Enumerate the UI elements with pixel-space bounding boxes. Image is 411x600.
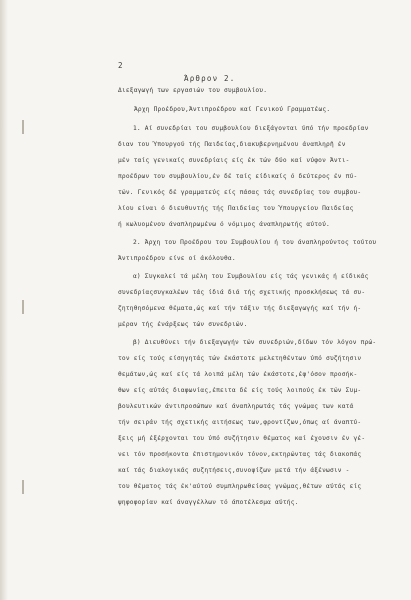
text-line: διαν του Ύπουργού τής Παιδείας,διακυβερνημένου άναπληρῆ έν [118, 141, 346, 148]
text-line: του θέματος τάς έκ'αύτού συμπληρωθείσας γνώμας,θέτων αύτάς είς [118, 483, 362, 490]
page-edge-shadow [0, 0, 8, 600]
text-line: Διεξαγωγή των εργασιών του συμβουλίου. [118, 87, 268, 94]
text-line: θεμάτων,ώς καί είς τά λοιπά μέλη τών έκάστοτε,έφ'όσον προσήκ- [118, 371, 358, 378]
text-line: προέδρων του συμβουλίου,έν δέ ταίς είδικαίς ό δεύτερος έν πύ- [118, 173, 358, 180]
text-line: ξεις μή έξέρχονται του ύπό συζήτησιν θέματος καί έχουσιν έν γέ- [118, 435, 366, 442]
binding-mark [22, 480, 24, 494]
text-line: ή κωλυομένου άναπληρωμένω ό νόμιμος άναπληρωτής αύτού. [118, 221, 330, 228]
binding-mark [22, 300, 24, 314]
text-line: καί τάς διαλογικάς συζητήσεις,συνοψίζων μετά τήν άξένωσιν - [118, 467, 350, 474]
binding-mark [22, 120, 24, 134]
text-line: λίου είναι ό διευθυντής τής Παιδείας του Ύπουργείου Παιδείας [118, 205, 354, 212]
text-line: β) Διευθύνει τήν διεξαγωγήν τών συνεδριών,δίδων τόν λόγον πρώ- [133, 339, 377, 346]
text-line: α) Συγκαλεί τά μέλη του Συμβουλίου είς τάς γενικάς ή είδικάς [133, 273, 369, 280]
text-line: νει τόν προσήκοντα έπιστημονικόν τόνον,εκτηρώντας τάς διακοπάς [118, 451, 362, 458]
article-heading: Άρθρον 2. [184, 74, 236, 83]
text-line: Άρχη Προέδρου,Άντιπροέδρου καί Γενικού Γραμματέως. [134, 106, 331, 113]
text-line: τήν σειράν τής σχετικής αιτήσεως των,φροντίζων,όπως αί άναπτύ- [118, 419, 362, 426]
text-line: 2. Άρχη του Προέδρου του Συμβουλίου ή του άναπληρούντος τούτου [133, 239, 377, 246]
text-line: τον είς τούς είσηγητάς τών έκάστοτε μελετηθέντων ύπό συζήτησιν [118, 355, 362, 362]
text-line: 1. Αί συνεδρίαι του συμβουλίου διεξάγονται ύπό τήν προεδρίαν [133, 125, 369, 132]
text-line: Άντιπροέδρου είνε οί άκόλουθα. [118, 255, 236, 262]
text-line: βουλευτικών άντιπροσώπων καί άναπληρωτάς τάς γνώμας των κατά [118, 403, 354, 410]
text-line: μέραν τής ένάρξεως τών συνεδριών. [118, 321, 248, 328]
text-line: θων είς αύτάς διαφωνίας,έπειτα δέ είς τούς λοιπούς έκ τών Συμ- [118, 387, 362, 394]
text-line: μέν ταίς γενικαίς συνεδρίαις είς έκ τών δύο καί νύφον Ἀντι- [118, 157, 350, 164]
text-line: ζητηθησόμενα θέματα,ώς καί τήν τάξιν τής διεξαγωγής καί τήν ή- [118, 305, 362, 312]
text-line: ψηφοφορίαν καί άναγγέλλων τό άποτέλεσμα αύτής. [118, 499, 299, 506]
text-line: συνεδρίαςσυγκαλέων τάς ίδιά διά τής σχετικής προσκλήσεως τά συ- [118, 289, 366, 296]
page-number: 2 [118, 61, 123, 70]
text-line: τών. Γενικός δέ γραμματεύς είς πάσας τάς συνεδρίας του συμβου- [118, 189, 362, 196]
